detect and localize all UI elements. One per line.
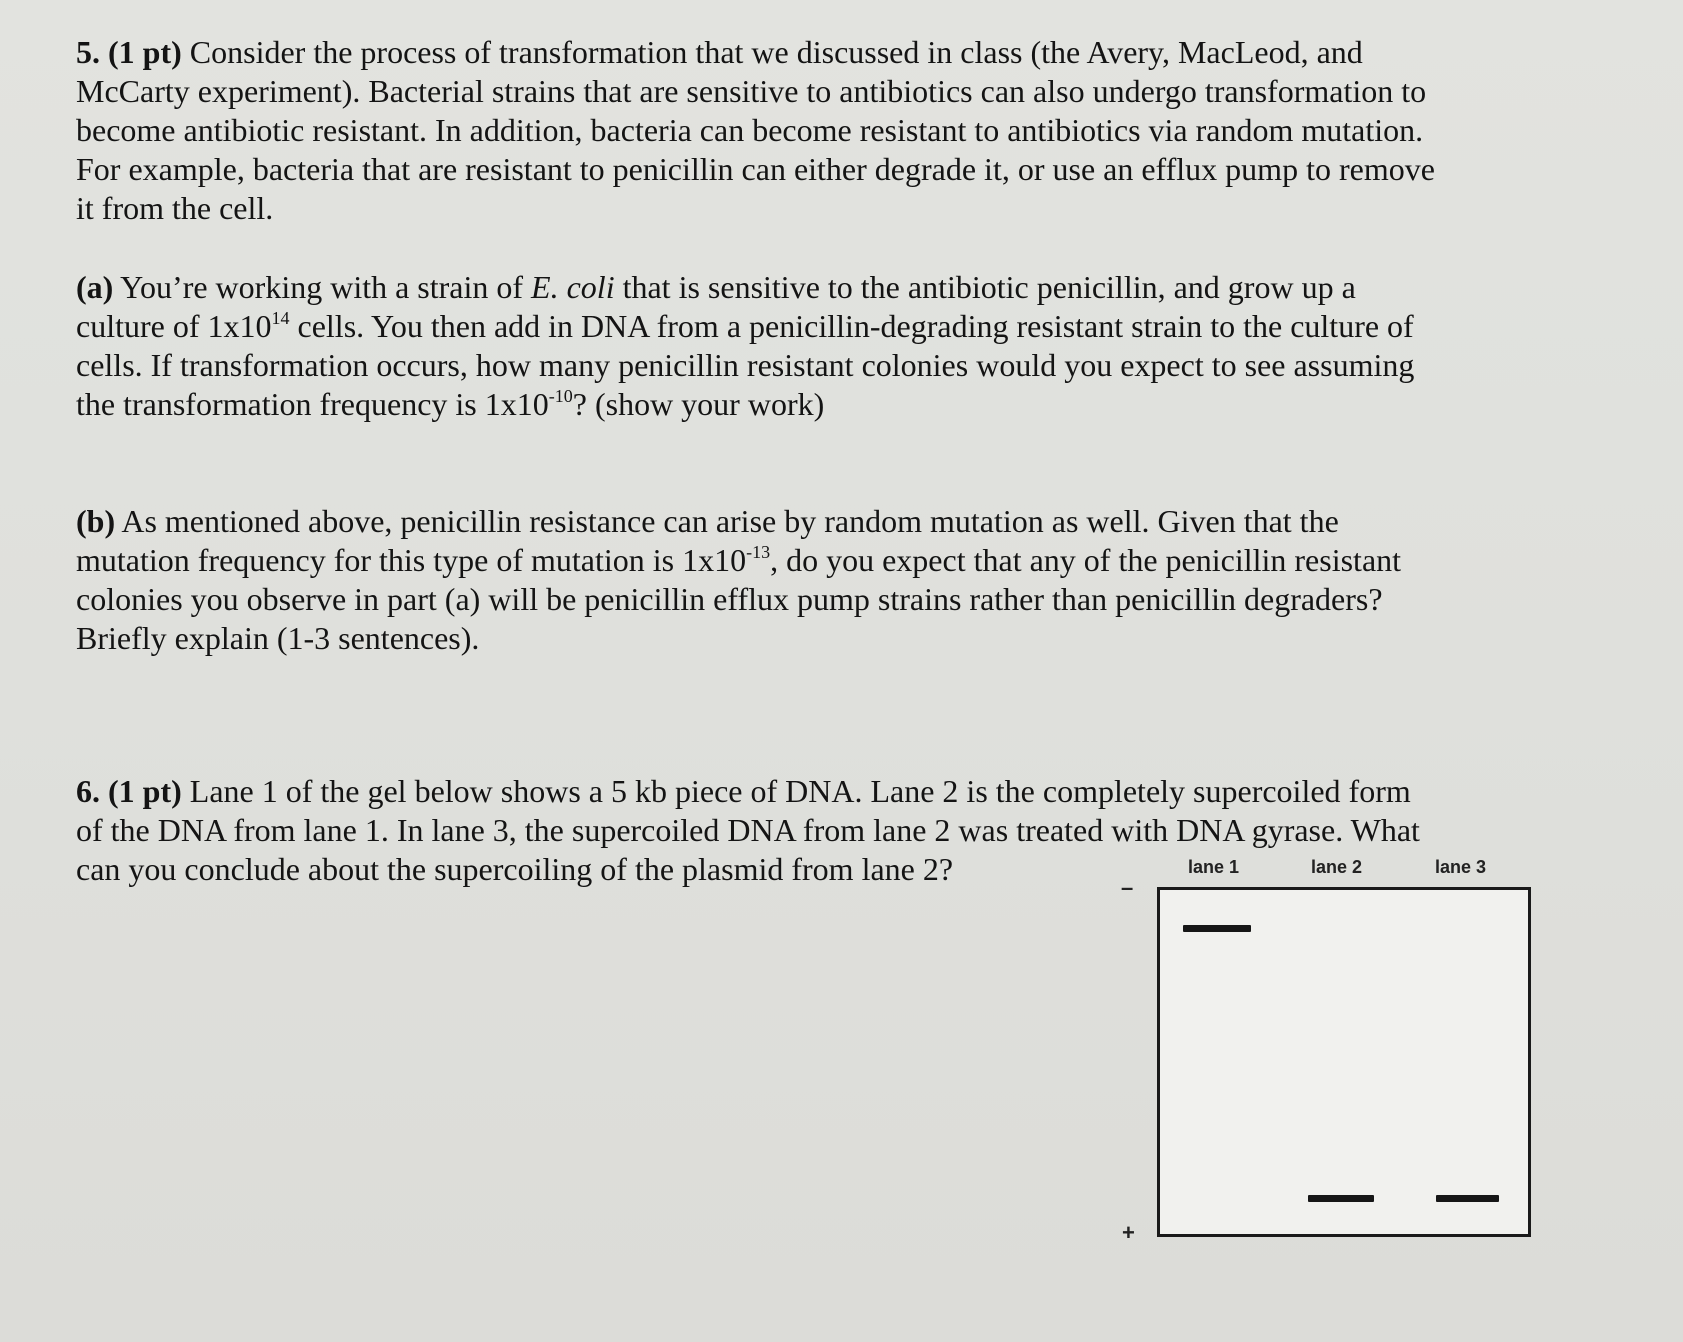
q5a-text-1a: You’re working with a strain of <box>113 269 532 305</box>
q6-lead: 6. (1 pt) <box>76 773 182 809</box>
q5b-text-1: As mentioned above, penicillin resistance can arise by random mutation as well. Given that the <box>115 503 1339 539</box>
q5a-line-2 <box>76 307 1536 346</box>
q5b-line-3: colonies you observe in part (a) will be penicillin efflux pump strains rather than penicillin degraders? <box>76 581 1383 617</box>
q5-lead: 5. (1 pt) <box>76 34 182 70</box>
gel-positive-pole: + <box>1122 1220 1135 1245</box>
question-5a <box>76 268 1536 424</box>
q5b-line-1 <box>76 502 1536 541</box>
gel-band-lane-2 <box>1308 1195 1374 1202</box>
q5-line-2: McCarty experiment). Bacterial strains that are sensitive to antibiotics can also undergo transformation to <box>76 73 1427 109</box>
gel-band-lane-1 <box>1183 925 1251 932</box>
q5a-organism: E. coli <box>531 269 615 305</box>
gel-band-lane-3 <box>1436 1195 1499 1202</box>
q5b-line-4: Briefly explain (1-3 sentences). <box>76 620 480 656</box>
q5b-text-2b: , do you expect that any of the penicillin resistant <box>770 542 1402 578</box>
gel-lane-2-label: lane 2 <box>1311 857 1363 877</box>
q6-line-1 <box>76 772 1536 811</box>
q6-text-1: Lane 1 of the gel below shows a 5 kb piece of DNA. Lane 2 is the completely supercoiled form <box>181 773 1411 809</box>
q5a-line-3: cells. If transformation occurs, how many penicillin resistant colonies would you expect to see assuming <box>76 347 1415 383</box>
q5-line-4: For example, bacteria that are resistant to penicillin can either degrade it, or use an efflux pump to remove <box>76 151 1435 187</box>
q5b-exponent-mutation: -13 <box>746 542 771 562</box>
q5a-line-1 <box>76 268 1536 307</box>
question-5b <box>76 502 1536 658</box>
q5b-text-2a: mutation frequency for this type of mutation is 1x10 <box>76 542 747 578</box>
q5a-exponent-cells: 14 <box>271 308 290 328</box>
q5a-text-1b: that is sensitive to the antibiotic penicillin, and grow up a <box>614 269 1356 305</box>
q5a-text-2b: cells. You then add in DNA from a penicillin-degrading resistant strain to the culture of <box>289 308 1414 344</box>
q5b-lead: (b) <box>76 503 116 539</box>
gel-lane-3-label: lane 3 <box>1435 857 1487 877</box>
question-5 <box>76 33 1536 228</box>
q5-line-1 <box>76 33 1536 72</box>
q5a-exponent-frequency: -10 <box>548 386 573 406</box>
q5a-text-4b: ? (show your work) <box>572 386 825 422</box>
q6-line-3: can you conclude about the supercoiling of the plasmid from lane 2? <box>76 851 954 887</box>
gel-box <box>1157 887 1531 1237</box>
q5b-line-2 <box>76 541 1536 580</box>
q5-line-3: become antibiotic resistant. In addition, bacteria can become resistant to antibiotics via random mutation. <box>76 112 1424 148</box>
q5-text-1: Consider the process of transformation that we discussed in class (the Avery, MacLeod, and <box>181 34 1363 70</box>
q6-line-2: of the DNA from lane 1. In lane 3, the supercoiled DNA from lane 2 was treated with DNA gyrase. What <box>76 812 1420 848</box>
q5a-text-2a: culture of 1x10 <box>76 308 272 344</box>
q5a-lead: (a) <box>76 269 114 305</box>
q5a-line-4 <box>76 385 1536 424</box>
q5-line-5: it from the cell. <box>76 190 274 226</box>
gel-lane-1-label: lane 1 <box>1188 857 1240 877</box>
gel-negative-pole: – <box>1121 875 1134 900</box>
q5a-text-4a: the transformation frequency is 1x10 <box>76 386 549 422</box>
